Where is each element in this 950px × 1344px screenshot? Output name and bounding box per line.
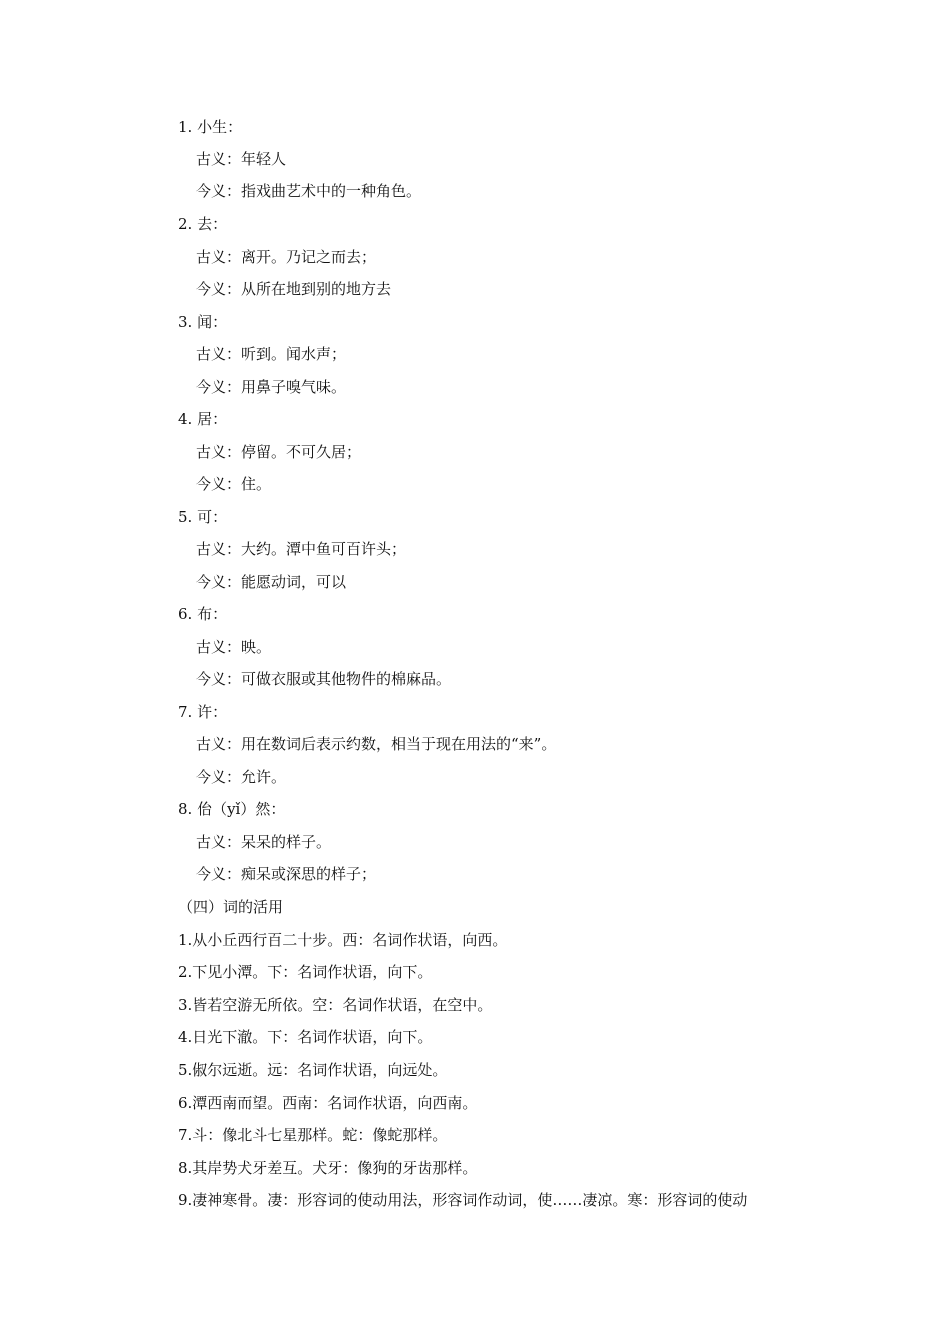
vocab-term: 5. 可： <box>178 508 228 526</box>
vocab-term: 6. 布： <box>178 605 228 623</box>
vocab-ancient-meaning: 古义：停留。不可久居； <box>196 443 362 461</box>
vocab-term: 2. 去： <box>178 215 228 233</box>
vocab-modern-meaning: 今义：可做衣服或其他物件的棉麻品。 <box>196 670 452 688</box>
usage-item: 1.从小丘西行百二十步。西：名词作状语，向西。 <box>178 931 508 949</box>
vocab-modern-meaning: 今义：指戏曲艺术中的一种角色。 <box>196 182 422 200</box>
vocab-ancient-meaning: 古义：年轻人 <box>196 150 287 168</box>
vocab-term: 8. 佁（yǐ）然： <box>178 800 286 818</box>
usage-item: 4.日光下澈。下：名词作状语，向下。 <box>178 1028 433 1046</box>
vocab-modern-meaning: 今义：用鼻子嗅气味。 <box>196 378 347 396</box>
vocab-ancient-meaning: 古义：离开。乃记之而去； <box>196 248 377 266</box>
vocab-ancient-meaning: 古义：用在数词后表示约数，相当于现在用法的“来”。 <box>196 735 557 753</box>
vocab-ancient-meaning: 古义：大约。潭中鱼可百许头； <box>196 540 407 558</box>
usage-item: 3.皆若空游无所依。空：名词作状语，在空中。 <box>178 996 493 1014</box>
vocab-ancient-meaning: 古义：映。 <box>196 638 272 656</box>
vocab-modern-meaning: 今义：从所在地到别的地方去 <box>196 280 392 298</box>
usage-item: 2.下见小潭。下：名词作状语，向下。 <box>178 963 433 981</box>
usage-item: 5.俶尔远逝。远：名词作状语，向远处。 <box>178 1061 448 1079</box>
vocab-modern-meaning: 今义：能愿动词，可以 <box>196 573 347 591</box>
section-heading: （四）词的活用 <box>178 898 284 916</box>
vocab-modern-meaning: 今义：住。 <box>196 475 272 493</box>
usage-item: 7.斗：像北斗七星那样。蛇：像蛇那样。 <box>178 1126 448 1144</box>
usage-item: 6.潭西南而望。西南：名词作状语，向西南。 <box>178 1094 478 1112</box>
vocab-term: 1. 小生： <box>178 118 243 136</box>
usage-item: 8.其岸势犬牙差互。犬牙：像狗的牙齿那样。 <box>178 1159 478 1177</box>
vocab-modern-meaning: 今义：允许。 <box>196 768 287 786</box>
vocab-modern-meaning: 今义：痴呆或深思的样子； <box>196 865 377 883</box>
vocab-term: 7. 许： <box>178 703 228 721</box>
vocab-ancient-meaning: 古义：呆呆的样子。 <box>196 833 332 851</box>
usage-item: 9.凄神寒骨。凄：形容词的使动用法，形容词作动词，使……凄凉。寒：形容词的使动 <box>178 1191 748 1209</box>
vocab-term: 4. 居： <box>178 410 228 428</box>
vocab-ancient-meaning: 古义：听到。闻水声； <box>196 345 347 363</box>
vocab-term: 3. 闻： <box>178 313 228 331</box>
